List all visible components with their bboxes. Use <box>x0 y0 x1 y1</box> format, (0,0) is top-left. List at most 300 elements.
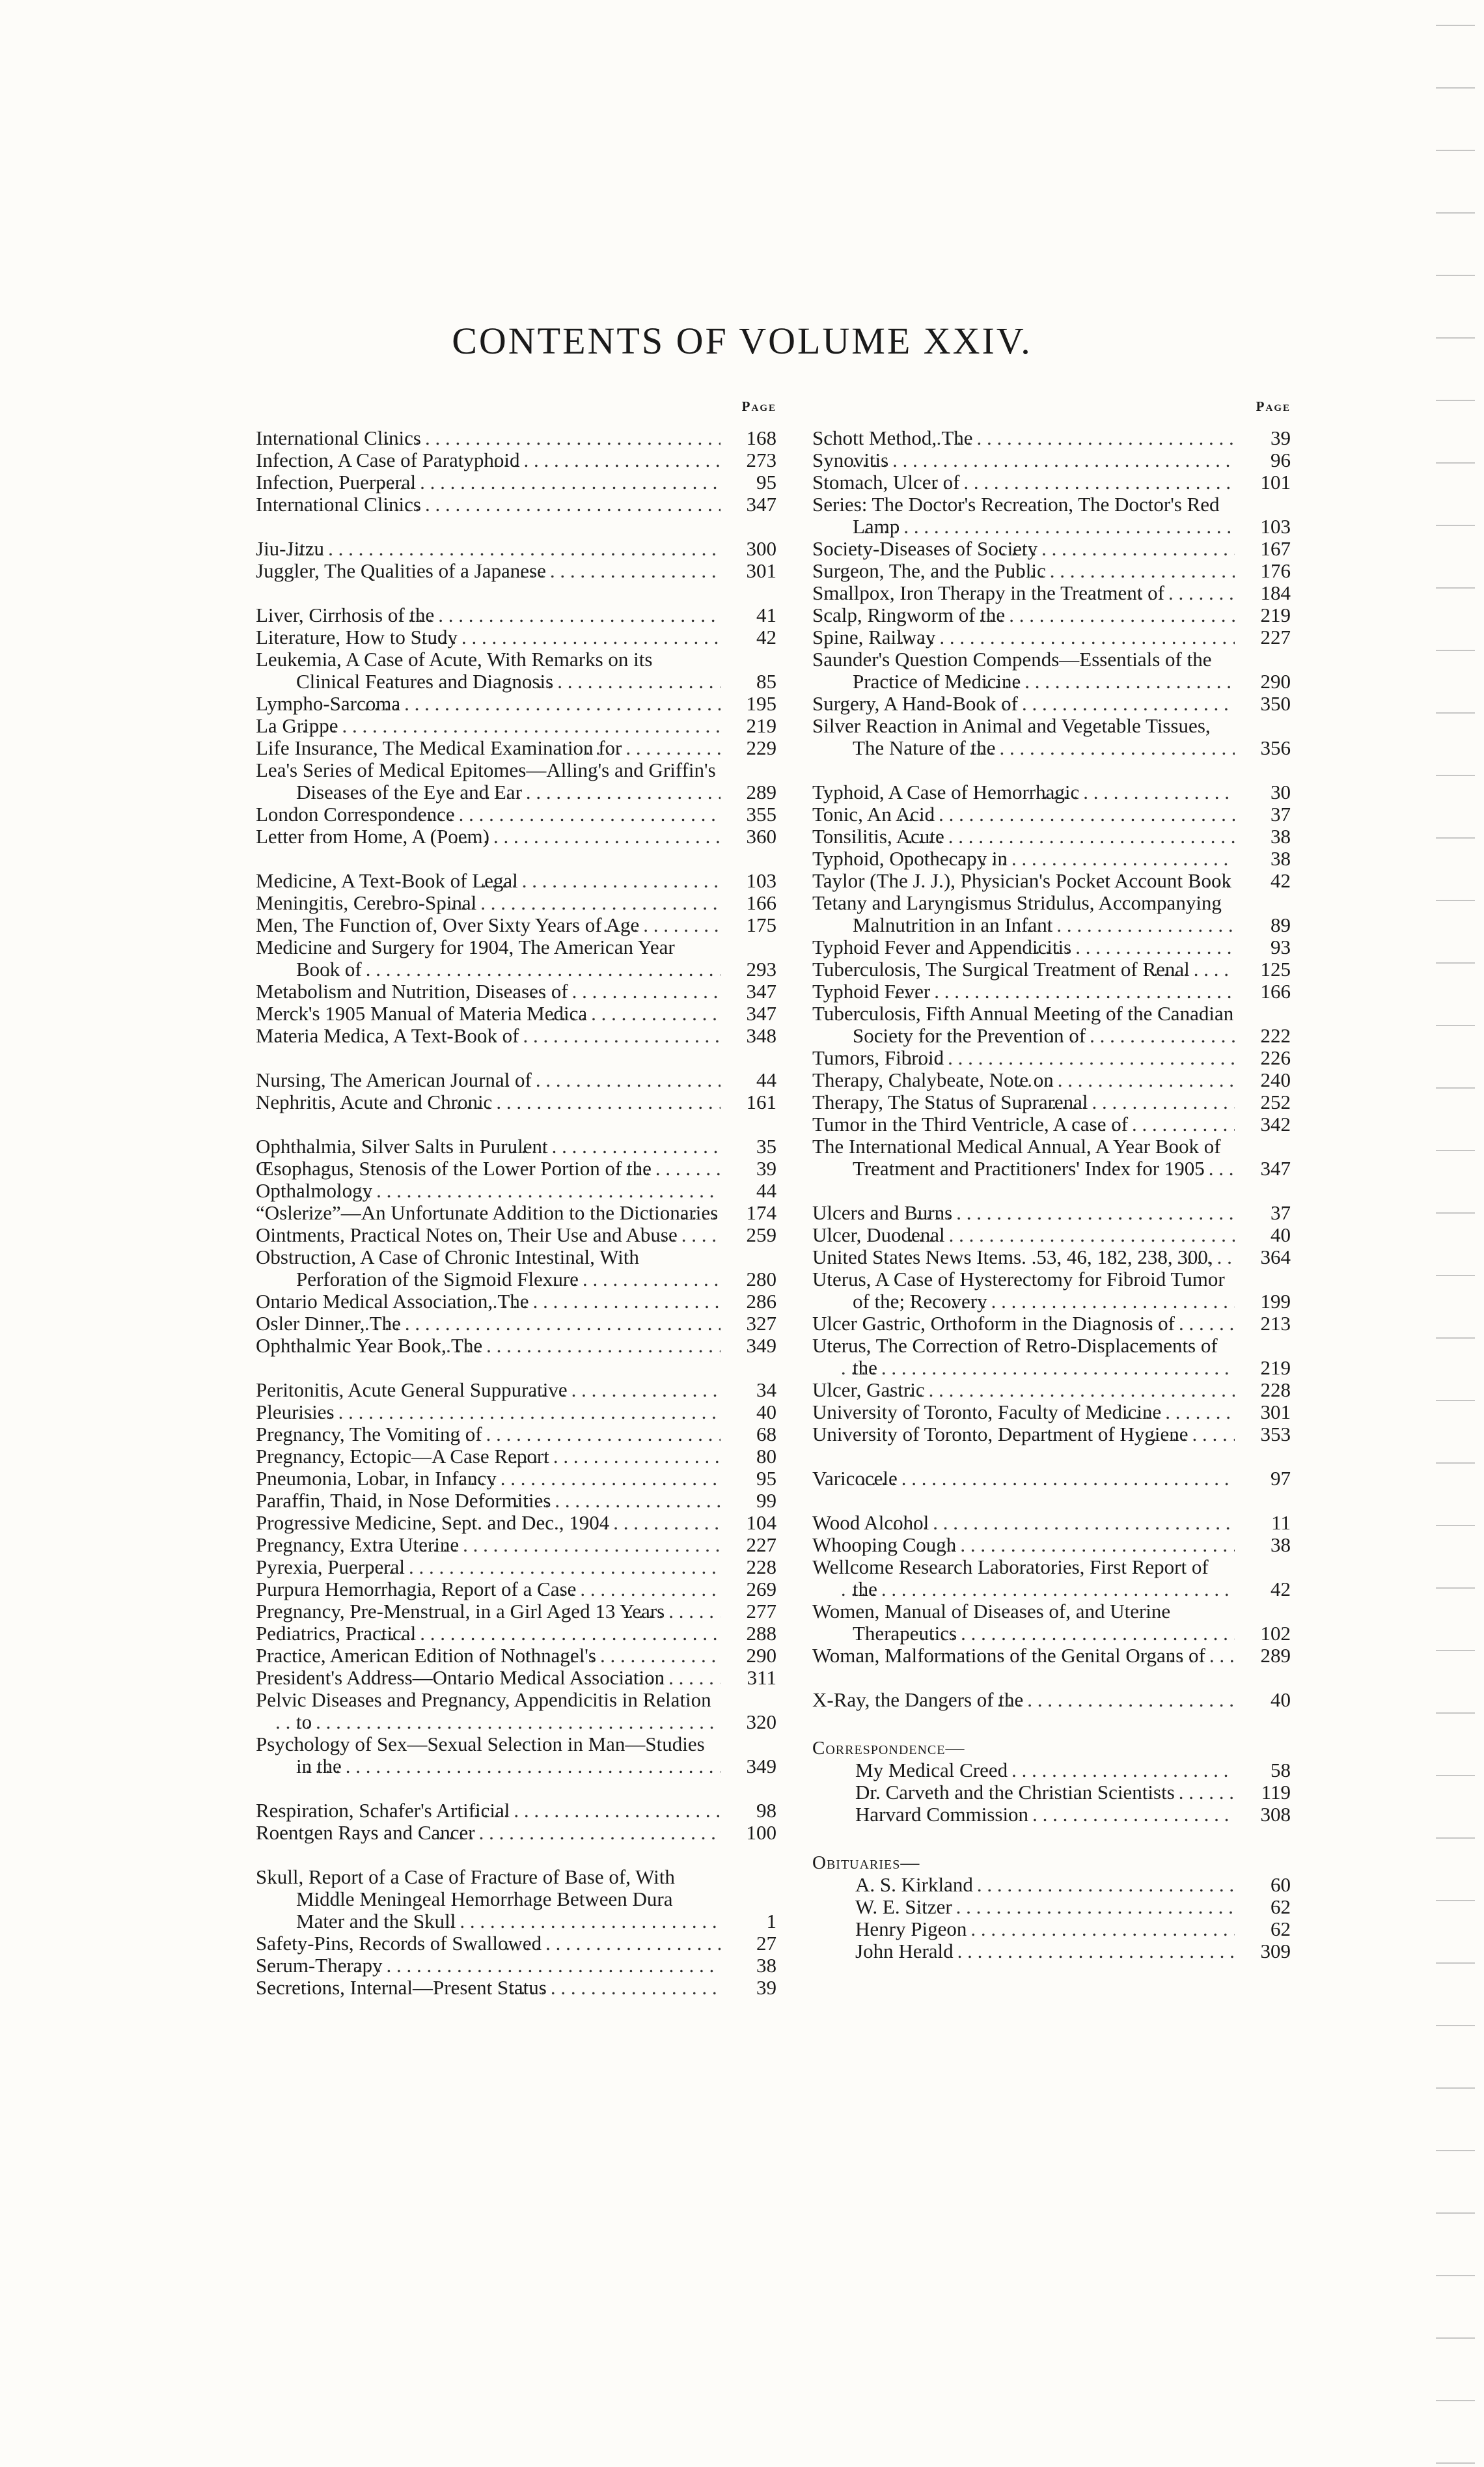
entry-title: Saunder's Question Compends—Essentials of the Practice of Medicine . . . <box>812 648 1235 693</box>
toc-entry <box>256 538 776 560</box>
entry-title: Pediatrics, Practical . . . <box>256 1623 721 1645</box>
toc-entry <box>256 471 776 494</box>
entry-title: Typhoid, Opothecapy in . . . <box>812 848 1235 870</box>
entry-title: Letter from Home, A (Poem) . . . <box>256 826 721 848</box>
entry-page-number: 277 <box>721 1600 776 1623</box>
entry-page-number: 1 <box>721 1910 776 1932</box>
toc-entry <box>256 1512 776 1534</box>
entry-title: Whooping Cough . . . <box>812 1534 1235 1556</box>
toc-entry <box>812 1940 1291 1962</box>
entry-page-number: 35 <box>721 1136 776 1158</box>
entry-title: Ophthalmic Year Book, The . . . <box>256 1335 721 1357</box>
entry-title: University of Toronto, Faculty of Medicine . . . <box>812 1401 1235 1423</box>
entry-title: Merck's 1905 Manual of Materia Medica . . . <box>256 1003 721 1025</box>
toc-entry <box>812 1268 1291 1313</box>
toc-entry <box>256 427 776 449</box>
entries-list <box>812 427 1291 1962</box>
page-column-heading: Page <box>741 398 776 414</box>
toc-entry <box>256 1556 776 1578</box>
toc-entry <box>812 826 1291 848</box>
entry-title: Leukemia, A Case of Acute, With Remarks on its Clinical Features and Diagnosis . . . <box>256 648 721 693</box>
toc-entry <box>812 1423 1291 1445</box>
entry-page-number: 219 <box>1235 604 1291 626</box>
entry-page-number: 40 <box>1235 1689 1291 1711</box>
entry-title: Society-Diseases of Society . . . <box>812 538 1235 560</box>
contents-column-right <box>812 398 1291 1962</box>
toc-entry <box>812 604 1291 626</box>
entry-page-number: 273 <box>721 449 776 471</box>
entry-page-number: 93 <box>1235 936 1291 958</box>
entry-title: Typhoid, A Case of Hemorrhagic . . . <box>812 781 1235 803</box>
entry-page-number: 168 <box>721 427 776 449</box>
entry-title: Nephritis, Acute and Chronic . . . <box>256 1091 721 1113</box>
toc-entry <box>812 848 1291 870</box>
entry-page-number: 229 <box>721 737 776 759</box>
entry-title: Safety-Pins, Records of Swallowed . . . <box>256 1932 721 1955</box>
entry-page-number: 27 <box>721 1932 776 1955</box>
entry-page-number: 85 <box>721 671 776 693</box>
entry-page-number: 240 <box>1235 1069 1291 1091</box>
entry-title: La Grippe . . . <box>256 715 721 737</box>
entry-title: Practice, American Edition of Nothnagel's . . . <box>256 1645 721 1667</box>
entry-title: Meningitis, Cerebro-Spinal . . . <box>256 892 721 914</box>
toc-entry <box>812 626 1291 648</box>
entry-page-number: 175 <box>721 914 776 936</box>
entry-page-number: 213 <box>1235 1313 1291 1335</box>
toc-entry <box>812 560 1291 582</box>
toc-entry <box>256 1158 776 1180</box>
entry-title: Pregnancy, Extra Uterine . . . <box>256 1534 721 1556</box>
toc-entry <box>256 981 776 1003</box>
toc-entry <box>256 737 776 759</box>
toc-entry <box>812 1468 1291 1490</box>
toc-entry <box>256 1623 776 1645</box>
entry-title: A. S. Kirkland . . . <box>812 1874 1235 1896</box>
toc-entry <box>812 1113 1291 1136</box>
entry-title: Scalp, Ringworm of the . . . <box>812 604 1235 626</box>
entry-page-number: 252 <box>1235 1091 1291 1113</box>
toc-entry <box>256 1600 776 1623</box>
entry-page-number: 301 <box>1235 1401 1291 1423</box>
entry-page-number: 364 <box>1235 1246 1291 1268</box>
toc-entry <box>256 1313 776 1335</box>
toc-entry <box>812 892 1291 936</box>
entry-page-number: 288 <box>721 1623 776 1645</box>
entry-page-number: 40 <box>721 1401 776 1423</box>
toc-entry <box>812 1069 1291 1091</box>
entry-page-number: 103 <box>721 870 776 892</box>
entry-title: Tonsilitis, Acute . . . <box>812 826 1235 848</box>
entry-title: Henry Pigeon . . . <box>812 1918 1235 1940</box>
entry-page-number: 259 <box>721 1224 776 1246</box>
entry-page-number: 98 <box>721 1800 776 1822</box>
toc-entry <box>812 1224 1291 1246</box>
entry-page-number: 219 <box>1235 1357 1291 1379</box>
entry-title: Ulcer, Duodenal . . . <box>812 1224 1235 1246</box>
toc-entry <box>256 1866 776 1932</box>
toc-entry <box>812 1136 1291 1180</box>
entry-page-number: 44 <box>721 1069 776 1091</box>
entry-title: Schott Method, The . . . <box>812 427 1235 449</box>
toc-entry <box>256 1401 776 1423</box>
toc-entry <box>812 715 1291 759</box>
toc-entry <box>812 1313 1291 1335</box>
toc-entry <box>256 1335 776 1357</box>
entry-title: Lea's Series of Medical Epitomes—Alling's and Griffin's Diseases of the Eye and Ear . . . <box>256 759 721 803</box>
entry-page-number: 227 <box>721 1534 776 1556</box>
entry-page-number: 219 <box>721 715 776 737</box>
entry-page-number: 37 <box>1235 803 1291 826</box>
entry-page-number: 38 <box>1235 848 1291 870</box>
entry-title: Varicocele . . . <box>812 1468 1235 1490</box>
toc-entry <box>256 1091 776 1113</box>
entry-page-number: 42 <box>1235 1578 1291 1600</box>
entry-title: Œsophagus, Stenosis of the Lower Portion of the . . . <box>256 1158 721 1180</box>
toc-entry <box>812 1918 1291 1940</box>
toc-entry <box>256 936 776 981</box>
toc-entry <box>256 1578 776 1600</box>
toc-entry <box>812 870 1291 892</box>
toc-entry <box>256 914 776 936</box>
entry-title: Ulcer Gastric, Orthoform in the Diagnosis of . . . <box>812 1313 1235 1335</box>
entry-page-number: 184 <box>1235 582 1291 604</box>
entry-title: Ulcers and Burns . . . <box>812 1202 1235 1224</box>
entry-title: Pyrexia, Puerperal . . . <box>256 1556 721 1578</box>
toc-entry <box>812 1896 1291 1918</box>
entry-title: Series: The Doctor's Recreation, The Doctor's Red Lamp . . . <box>812 494 1235 538</box>
entry-page-number: 97 <box>1235 1468 1291 1490</box>
entry-page-number: 280 <box>721 1268 776 1290</box>
entry-page-number: 327 <box>721 1313 776 1335</box>
entry-page-number: 309 <box>1235 1940 1291 1962</box>
entry-page-number: 101 <box>1235 471 1291 494</box>
entry-title: Tumors, Fibroid . . . <box>812 1047 1235 1069</box>
toc-entry <box>812 981 1291 1003</box>
toc-entry <box>256 1977 776 1999</box>
entry-page-number: 62 <box>1235 1918 1291 1940</box>
entry-page-number: 355 <box>721 803 776 826</box>
entry-title: Tumor in the Third Ventricle, A case of . . . <box>812 1113 1235 1136</box>
toc-entry <box>256 693 776 715</box>
entry-title: International Clinics . . . <box>256 494 721 516</box>
toc-entry <box>812 582 1291 604</box>
toc-entry <box>256 1379 776 1401</box>
toc-entry <box>256 494 776 516</box>
entry-page-number: 30 <box>1235 781 1291 803</box>
entry-page-number: 38 <box>721 1955 776 1977</box>
toc-entry <box>812 471 1291 494</box>
entry-title: Uterus, The Correction of Retro-Displacements of the . . . <box>812 1335 1235 1379</box>
toc-entry <box>812 1335 1291 1379</box>
entry-page-number: 286 <box>721 1290 776 1313</box>
toc-entry <box>256 1003 776 1025</box>
entry-title: Therapy, Chalybeate, Note on . . . <box>812 1069 1235 1091</box>
entry-title: Pregnancy, Ectopic—A Case Report . . . <box>256 1445 721 1468</box>
entry-page-number: 174 <box>721 1202 776 1224</box>
toc-entry <box>256 803 776 826</box>
entry-page-number: 39 <box>1235 427 1291 449</box>
toc-entry <box>812 1781 1291 1804</box>
entry-title: W. E. Sitzer . . . <box>812 1896 1235 1918</box>
entry-page-number: 293 <box>721 958 776 981</box>
entry-page-number: 60 <box>1235 1874 1291 1896</box>
entry-page-number: 95 <box>721 471 776 494</box>
toc-entry <box>812 1556 1291 1600</box>
toc-entry <box>256 1224 776 1246</box>
entry-title: Pregnancy, The Vomiting of . . . <box>256 1423 721 1445</box>
entry-title: Literature, How to Study . . . <box>256 626 721 648</box>
toc-entry <box>812 781 1291 803</box>
entry-title: Tuberculosis, The Surgical Treatment of Renal . . . <box>812 958 1235 981</box>
entry-title: Respiration, Schafer's Artificial . . . <box>256 1800 721 1822</box>
entry-page-number: 99 <box>721 1490 776 1512</box>
entry-title: X-Ray, the Dangers of the . . . <box>812 1689 1235 1711</box>
toc-entry <box>256 1955 776 1977</box>
entry-page-number: 349 <box>721 1755 776 1777</box>
entry-page-number: 62 <box>1235 1896 1291 1918</box>
entry-title: Surgeon, The, and the Public . . . <box>812 560 1235 582</box>
toc-entry <box>812 449 1291 471</box>
entry-page-number: 100 <box>721 1822 776 1844</box>
entry-title: Pregnancy, Pre-Menstrual, in a Girl Aged 13 Years . . . <box>256 1600 721 1623</box>
section-heading <box>812 1852 1291 1874</box>
page-title: CONTENTS OF VOLUME XXIV. <box>452 320 1032 362</box>
entry-title: Tetany and Laryngismus Stridulus, Accompanying Malnutrition in an Infant . . . <box>812 892 1235 936</box>
toc-entry <box>256 1136 776 1158</box>
entry-page-number: 227 <box>1235 626 1291 648</box>
entry-page-number: 167 <box>1235 538 1291 560</box>
toc-entry <box>256 1180 776 1202</box>
entry-title: Typhoid Fever and Appendicitis . . . <box>812 936 1235 958</box>
entry-title: Juggler, The Qualities of a Japanese . . . <box>256 560 721 582</box>
entry-title: Skull, Report of a Case of Fracture of Base of, With Middle Meningeal Hemorrhage Between Dura Mater and the Skull . . . <box>256 1866 721 1932</box>
toc-entry <box>256 1733 776 1777</box>
entry-title: Ophthalmia, Silver Salts in Purulent . . . <box>256 1136 721 1158</box>
entry-title: Surgery, A Hand-Book of . . . <box>812 693 1235 715</box>
entry-title: Paraffin, Thaid, in Nose Deformities . . . <box>256 1490 721 1512</box>
contents-column-left <box>256 398 776 1999</box>
entry-page-number: 39 <box>721 1158 776 1180</box>
entry-title: Jiu-Jitzu . . . <box>256 538 721 560</box>
entry-title: Taylor (The J. J.), Physician's Pocket Account Book . . . <box>812 870 1235 892</box>
entry-page-number: 104 <box>721 1512 776 1534</box>
page-column-heading: Page <box>1256 398 1291 414</box>
entry-title: Liver, Cirrhosis of the . . . <box>256 604 721 626</box>
entry-page-number: 347 <box>721 494 776 516</box>
toc-entry <box>812 538 1291 560</box>
entry-page-number: 80 <box>721 1445 776 1468</box>
entry-page-number: 360 <box>721 826 776 848</box>
toc-entry <box>812 1512 1291 1534</box>
toc-entry <box>812 648 1291 693</box>
entry-title: Medicine and Surgery for 1904, The American Year Book of . . . <box>256 936 721 981</box>
toc-entry <box>256 449 776 471</box>
entry-page-number: 161 <box>721 1091 776 1113</box>
entry-title: Opthalmology . . . <box>256 1180 721 1202</box>
toc-entry <box>812 693 1291 715</box>
entry-page-number: 34 <box>721 1379 776 1401</box>
entry-page-number: 350 <box>1235 693 1291 715</box>
entry-page-number: 95 <box>721 1468 776 1490</box>
entry-page-number: 342 <box>1235 1113 1291 1136</box>
entry-title: Osler Dinner, The . . . <box>256 1313 721 1335</box>
entry-page-number: 300 <box>721 538 776 560</box>
entry-page-number: 222 <box>1235 1025 1291 1047</box>
toc-entry <box>812 1645 1291 1667</box>
entry-title: Ontario Medical Association, The . . . <box>256 1290 721 1313</box>
entry-title: Pleurisies . . . <box>256 1401 721 1423</box>
toc-entry <box>812 1804 1291 1826</box>
toc-entry <box>256 1800 776 1822</box>
entry-title: Obstruction, A Case of Chronic Intestinal, With Perforation of the Sigmoid Flexure . . . <box>256 1246 721 1290</box>
entry-title: Serum-Therapy . . . <box>256 1955 721 1977</box>
toc-entry <box>812 1600 1291 1645</box>
entry-page-number: 353 <box>1235 1423 1291 1445</box>
entry-title: Progressive Medicine, Sept. and Dec., 1904 . . . <box>256 1512 721 1534</box>
entry-title: President's Address—Ontario Medical Association . . . <box>256 1667 721 1689</box>
entry-title: My Medical Creed . . . <box>812 1759 1235 1781</box>
toc-entry <box>256 560 776 582</box>
entry-page-number: 37 <box>1235 1202 1291 1224</box>
entry-page-number: 89 <box>1235 914 1291 936</box>
entry-page-number: 166 <box>721 892 776 914</box>
entry-page-number: 199 <box>1235 1290 1291 1313</box>
entry-title: Therapy, The Status of Suprarenal . . . <box>812 1091 1235 1113</box>
entry-title: United States News Items. .53, 46, 182, 238, 300, . . . <box>812 1246 1235 1268</box>
toc-entry <box>812 1379 1291 1401</box>
entry-title: Spine, Railway . . . <box>812 626 1235 648</box>
toc-entry <box>812 1091 1291 1113</box>
toc-entry <box>256 1667 776 1689</box>
entry-title: Psychology of Sex—Sexual Selection in Man—Studies in the . . . <box>256 1733 721 1777</box>
entry-title: Pelvic Diseases and Pregnancy, Appendicitis in Relation to . . . <box>256 1689 721 1733</box>
entry-page-number: 269 <box>721 1578 776 1600</box>
entry-page-number: 301 <box>721 560 776 582</box>
entry-title: Tonic, An Acid . . . <box>812 803 1235 826</box>
entry-page-number: 41 <box>721 604 776 626</box>
entry-title: Lympho-Sarcoma . . . <box>256 693 721 715</box>
toc-entry <box>256 1822 776 1844</box>
entry-title: Infection, A Case of Paratyphoid . . . <box>256 449 721 471</box>
entry-page-number: 96 <box>1235 449 1291 471</box>
entry-title: Purpura Hemorrhagia, Report of a Case . . . <box>256 1578 721 1600</box>
entry-page-number: 289 <box>721 781 776 803</box>
entry-title: Synovitis . . . <box>812 449 1235 471</box>
entry-page-number: 226 <box>1235 1047 1291 1069</box>
entry-page-number: 290 <box>721 1645 776 1667</box>
margin-scan-marks <box>1436 0 1475 2467</box>
toc-entry <box>256 1534 776 1556</box>
entry-title: Life Insurance, The Medical Examination for . . . <box>256 737 721 759</box>
entry-title: Infection, Puerperal . . . <box>256 471 721 494</box>
entry-title: Correspondence— <box>812 1738 965 1759</box>
entry-title: The International Medical Annual, A Year Book of Treatment and Practitioners' Index for 1905 . . . <box>812 1136 1235 1180</box>
toc-entry <box>256 626 776 648</box>
entry-page-number: 176 <box>1235 560 1291 582</box>
entry-title: John Herald . . . <box>812 1940 1235 1962</box>
entry-page-number: 11 <box>1235 1512 1291 1534</box>
toc-entry <box>812 1047 1291 1069</box>
entry-title: Women, Manual of Diseases of, and Uterine Therapeutics . . . <box>812 1600 1235 1645</box>
entry-title: Smallpox, Iron Therapy in the Treatment of . . . <box>812 582 1235 604</box>
entry-title: Harvard Commission . . . <box>812 1804 1235 1826</box>
entry-title: Dr. Carveth and the Christian Scientists . . . <box>812 1781 1235 1804</box>
entry-page-number: 356 <box>1235 737 1291 759</box>
entry-page-number: 290 <box>1235 671 1291 693</box>
entry-title: Medicine, A Text-Book of Legal . . . <box>256 870 721 892</box>
toc-entry <box>812 1401 1291 1423</box>
entry-title: “Oslerize”—An Unfortunate Addition to the Dictionaries . . . <box>256 1202 721 1224</box>
entry-page-number: 228 <box>721 1556 776 1578</box>
entry-title: Pneumonia, Lobar, in Infancy . . . <box>256 1468 721 1490</box>
entries-list <box>256 427 776 1999</box>
toc-entry <box>256 1932 776 1955</box>
entry-title: Peritonitis, Acute General Suppurative . . . <box>256 1379 721 1401</box>
entry-page-number: 347 <box>721 1003 776 1025</box>
toc-entry <box>256 1246 776 1290</box>
toc-entry <box>256 870 776 892</box>
entry-title: Tuberculosis, Fifth Annual Meeting of the Canadian Society for the Prevention of . . . <box>812 1003 1235 1047</box>
toc-entry <box>812 1759 1291 1781</box>
section-heading <box>812 1737 1291 1759</box>
toc-entry <box>256 1490 776 1512</box>
toc-entry <box>256 1689 776 1733</box>
entry-title: Uterus, A Case of Hysterectomy for Fibroid Tumor of the; Recovery . . . <box>812 1268 1235 1313</box>
entry-page-number: 58 <box>1235 1759 1291 1781</box>
toc-entry <box>256 1445 776 1468</box>
entry-title: Men, The Function of, Over Sixty Years of Age . . . <box>256 914 721 936</box>
entry-page-number: 320 <box>721 1711 776 1733</box>
entry-page-number: 44 <box>721 1180 776 1202</box>
entry-page-number: 347 <box>721 981 776 1003</box>
entry-page-number: 38 <box>1235 826 1291 848</box>
entry-page-number: 119 <box>1235 1781 1291 1804</box>
toc-entry <box>256 604 776 626</box>
entry-page-number: 68 <box>721 1423 776 1445</box>
entry-page-number: 228 <box>1235 1379 1291 1401</box>
entry-page-number: 347 <box>1235 1158 1291 1180</box>
entry-title: Typhoid Fever . . . <box>812 981 1235 1003</box>
entry-title: Woman, Malformations of the Genital Organs of . . . <box>812 1645 1235 1667</box>
toc-entry <box>256 648 776 693</box>
toc-entry <box>256 1423 776 1445</box>
toc-entry <box>812 936 1291 958</box>
entry-title: Stomach, Ulcer of . . . <box>812 471 1235 494</box>
toc-entry <box>812 958 1291 981</box>
entry-page-number: 102 <box>1235 1623 1291 1645</box>
toc-entry <box>812 1874 1291 1896</box>
entry-page-number: 289 <box>1235 1645 1291 1667</box>
entry-title: International Clinics . . . <box>256 427 721 449</box>
entry-title: Materia Medica, A Text-Book of . . . <box>256 1025 721 1047</box>
entry-title: Wellcome Research Laboratories, First Report of the . . . <box>812 1556 1235 1600</box>
toc-entry <box>256 826 776 848</box>
entry-title: Wood Alcohol . . . <box>812 1512 1235 1534</box>
entry-title: Secretions, Internal—Present Status . . . <box>256 1977 721 1999</box>
entry-title: Ointments, Practical Notes on, Their Use and Abuse . . . <box>256 1224 721 1246</box>
toc-entry <box>812 803 1291 826</box>
entry-page-number: 39 <box>721 1977 776 1999</box>
entry-title: Ulcer, Gastric . . . <box>812 1379 1235 1401</box>
entry-page-number: 40 <box>1235 1224 1291 1246</box>
toc-entry <box>812 1003 1291 1047</box>
entry-page-number: 103 <box>1235 516 1291 538</box>
entry-page-number: 348 <box>721 1025 776 1047</box>
toc-entry <box>256 1025 776 1047</box>
toc-entry <box>256 892 776 914</box>
entry-page-number: 308 <box>1235 1804 1291 1826</box>
entry-title: London Correspondence . . . <box>256 803 721 826</box>
